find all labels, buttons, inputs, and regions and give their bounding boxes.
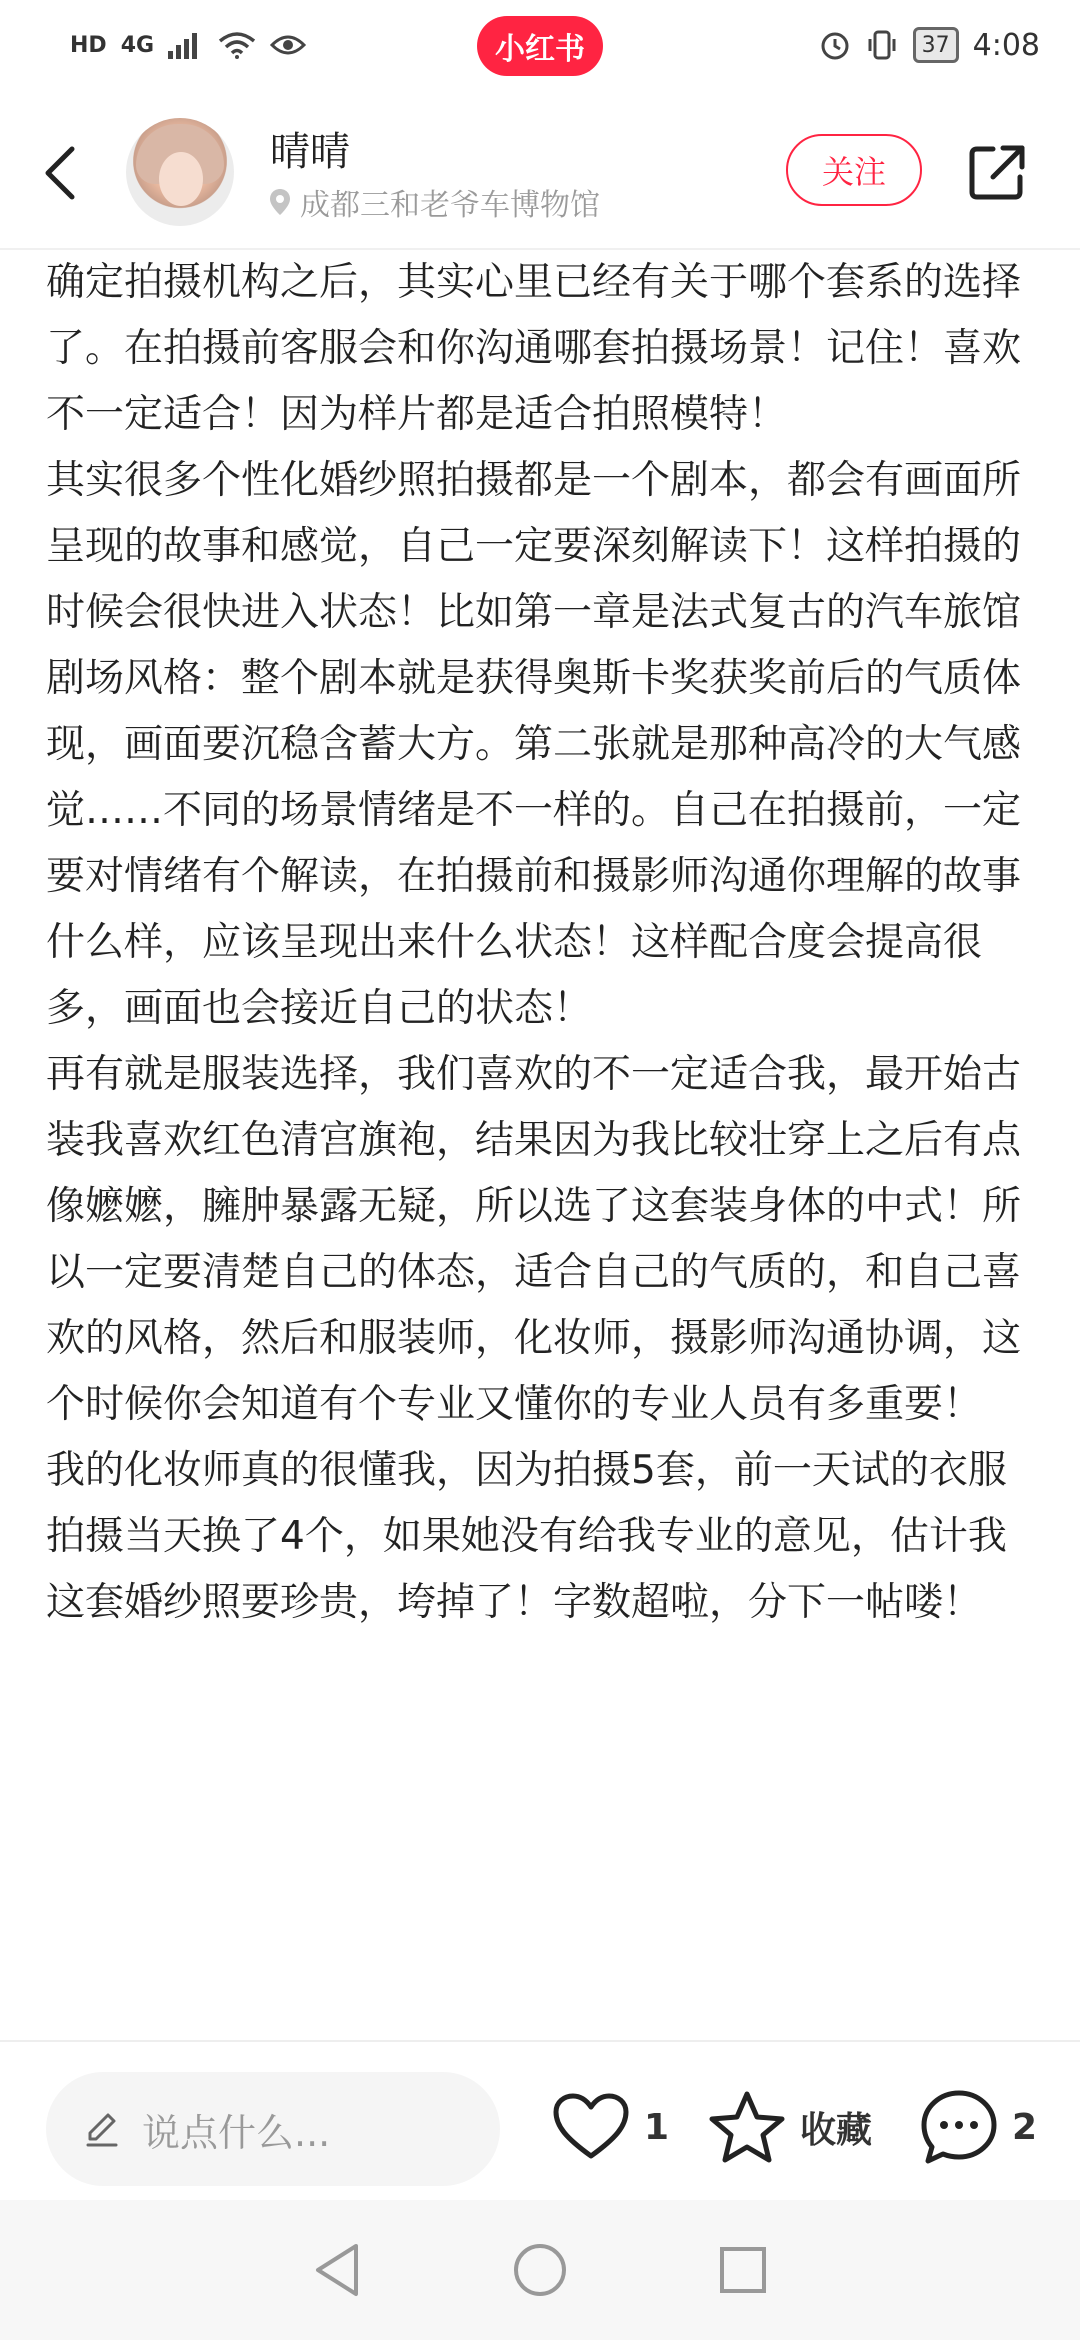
post-paragraph: 再有就是服装选择，我们喜欢的不一定适合我，最开始古装我喜欢红色清宫旗袍，结果因为我比较壮穿上之后有点像嬷嬷，臃肿暴露无疑，所以选了这套装身体的中式！所以一定要清楚自己的体态，适合自己的气质的，和自己喜欢的风格，然后和服装师，化妆师，摄影师沟通协调，这个时候你会知道有个专业又懂你的专业人员有多重要！ (46, 1052, 1022, 1427)
back-button[interactable] (30, 138, 90, 208)
comment-count: 2 (1012, 2106, 1038, 2148)
like-count: 1 (644, 2106, 670, 2148)
battery-indicator: 37 (913, 27, 959, 63)
location-tag[interactable] (268, 180, 600, 224)
avatar[interactable] (126, 118, 234, 226)
share-button[interactable] (962, 138, 1032, 208)
signal-icon (168, 31, 204, 59)
status-bar (0, 0, 1080, 90)
collect-label: 收藏 (800, 2109, 873, 2151)
comment-placeholder: 说点什么... (142, 2110, 331, 2155)
follow-button[interactable]: 关注 (786, 134, 922, 206)
star-icon (708, 2090, 786, 2164)
nav-back-icon[interactable] (312, 2242, 362, 2298)
post-paragraph: 其实很多个性化婚纱照拍摄都是一个剧本，都会有画面所呈现的故事和感觉，自己一定要深刻解读下！这样拍摄的时候会很快进入状态！比如第一章是法式复古的汽车旅馆剧场风格：整个剧本就是获得奥斯卡奖获奖前后的气质体现，画面要沉稳含蓄大方。第二张就是那种高冷的大气感觉……不同的场景情绪是不一样的。自己在拍摄前，一定要对情绪有个解读，在拍摄前和摄影师沟通你理解的故事什么样，应该呈现出来什么状态！这样配合度会提高很多，画面也会接近自己的状态！ (46, 458, 1022, 1031)
pencil-icon (82, 2109, 122, 2149)
nav-home-icon[interactable] (512, 2242, 568, 2298)
location-text: 成都三和老爷车博物馆 (300, 188, 600, 223)
clock: 4:08 (972, 27, 1040, 63)
post-header (0, 100, 1080, 250)
system-nav-bar (0, 2200, 1080, 2340)
share-icon (967, 143, 1027, 203)
chat-bubble-icon (920, 2089, 998, 2165)
location-pin-icon (268, 187, 292, 217)
hd-indicator: HD (70, 32, 107, 58)
post-paragraph: 确定拍摄机构之后，其实心里已经有关于哪个套系的选择了。在拍摄前客服会和你沟通哪套拍摄场景！记住！喜欢不一定适合！因为样片都是适合拍照模特！ (46, 260, 1022, 437)
eye-icon (270, 31, 306, 59)
avatar-face (159, 152, 203, 206)
app-badge: 小红书 (477, 16, 603, 76)
alarm-icon (819, 29, 851, 61)
nav-recents-icon[interactable] (718, 2245, 768, 2295)
back-arrow-icon (40, 143, 80, 203)
like-button[interactable] (552, 2082, 669, 2172)
user-name[interactable]: 晴晴 (270, 129, 350, 175)
status-right (819, 27, 1040, 63)
vibrate-icon (865, 29, 899, 61)
comment-input[interactable] (46, 2072, 500, 2186)
bottom-action-bar (0, 2040, 1080, 2202)
status-left (70, 31, 306, 59)
heart-icon (552, 2092, 630, 2162)
network-type: 4G (120, 32, 155, 58)
collect-button[interactable] (708, 2082, 872, 2172)
comment-button[interactable] (920, 2082, 1037, 2172)
post-content (46, 250, 1026, 2040)
wifi-icon (218, 31, 256, 59)
post-paragraph: 我的化妆师真的很懂我，因为拍摄5套，前一天试的衣服拍摄当天换了4个，如果她没有给我专业的意见，估计我这套婚纱照要珍贵，垮掉了！字数超啦，分下一帖喽！ (46, 1448, 1007, 1625)
